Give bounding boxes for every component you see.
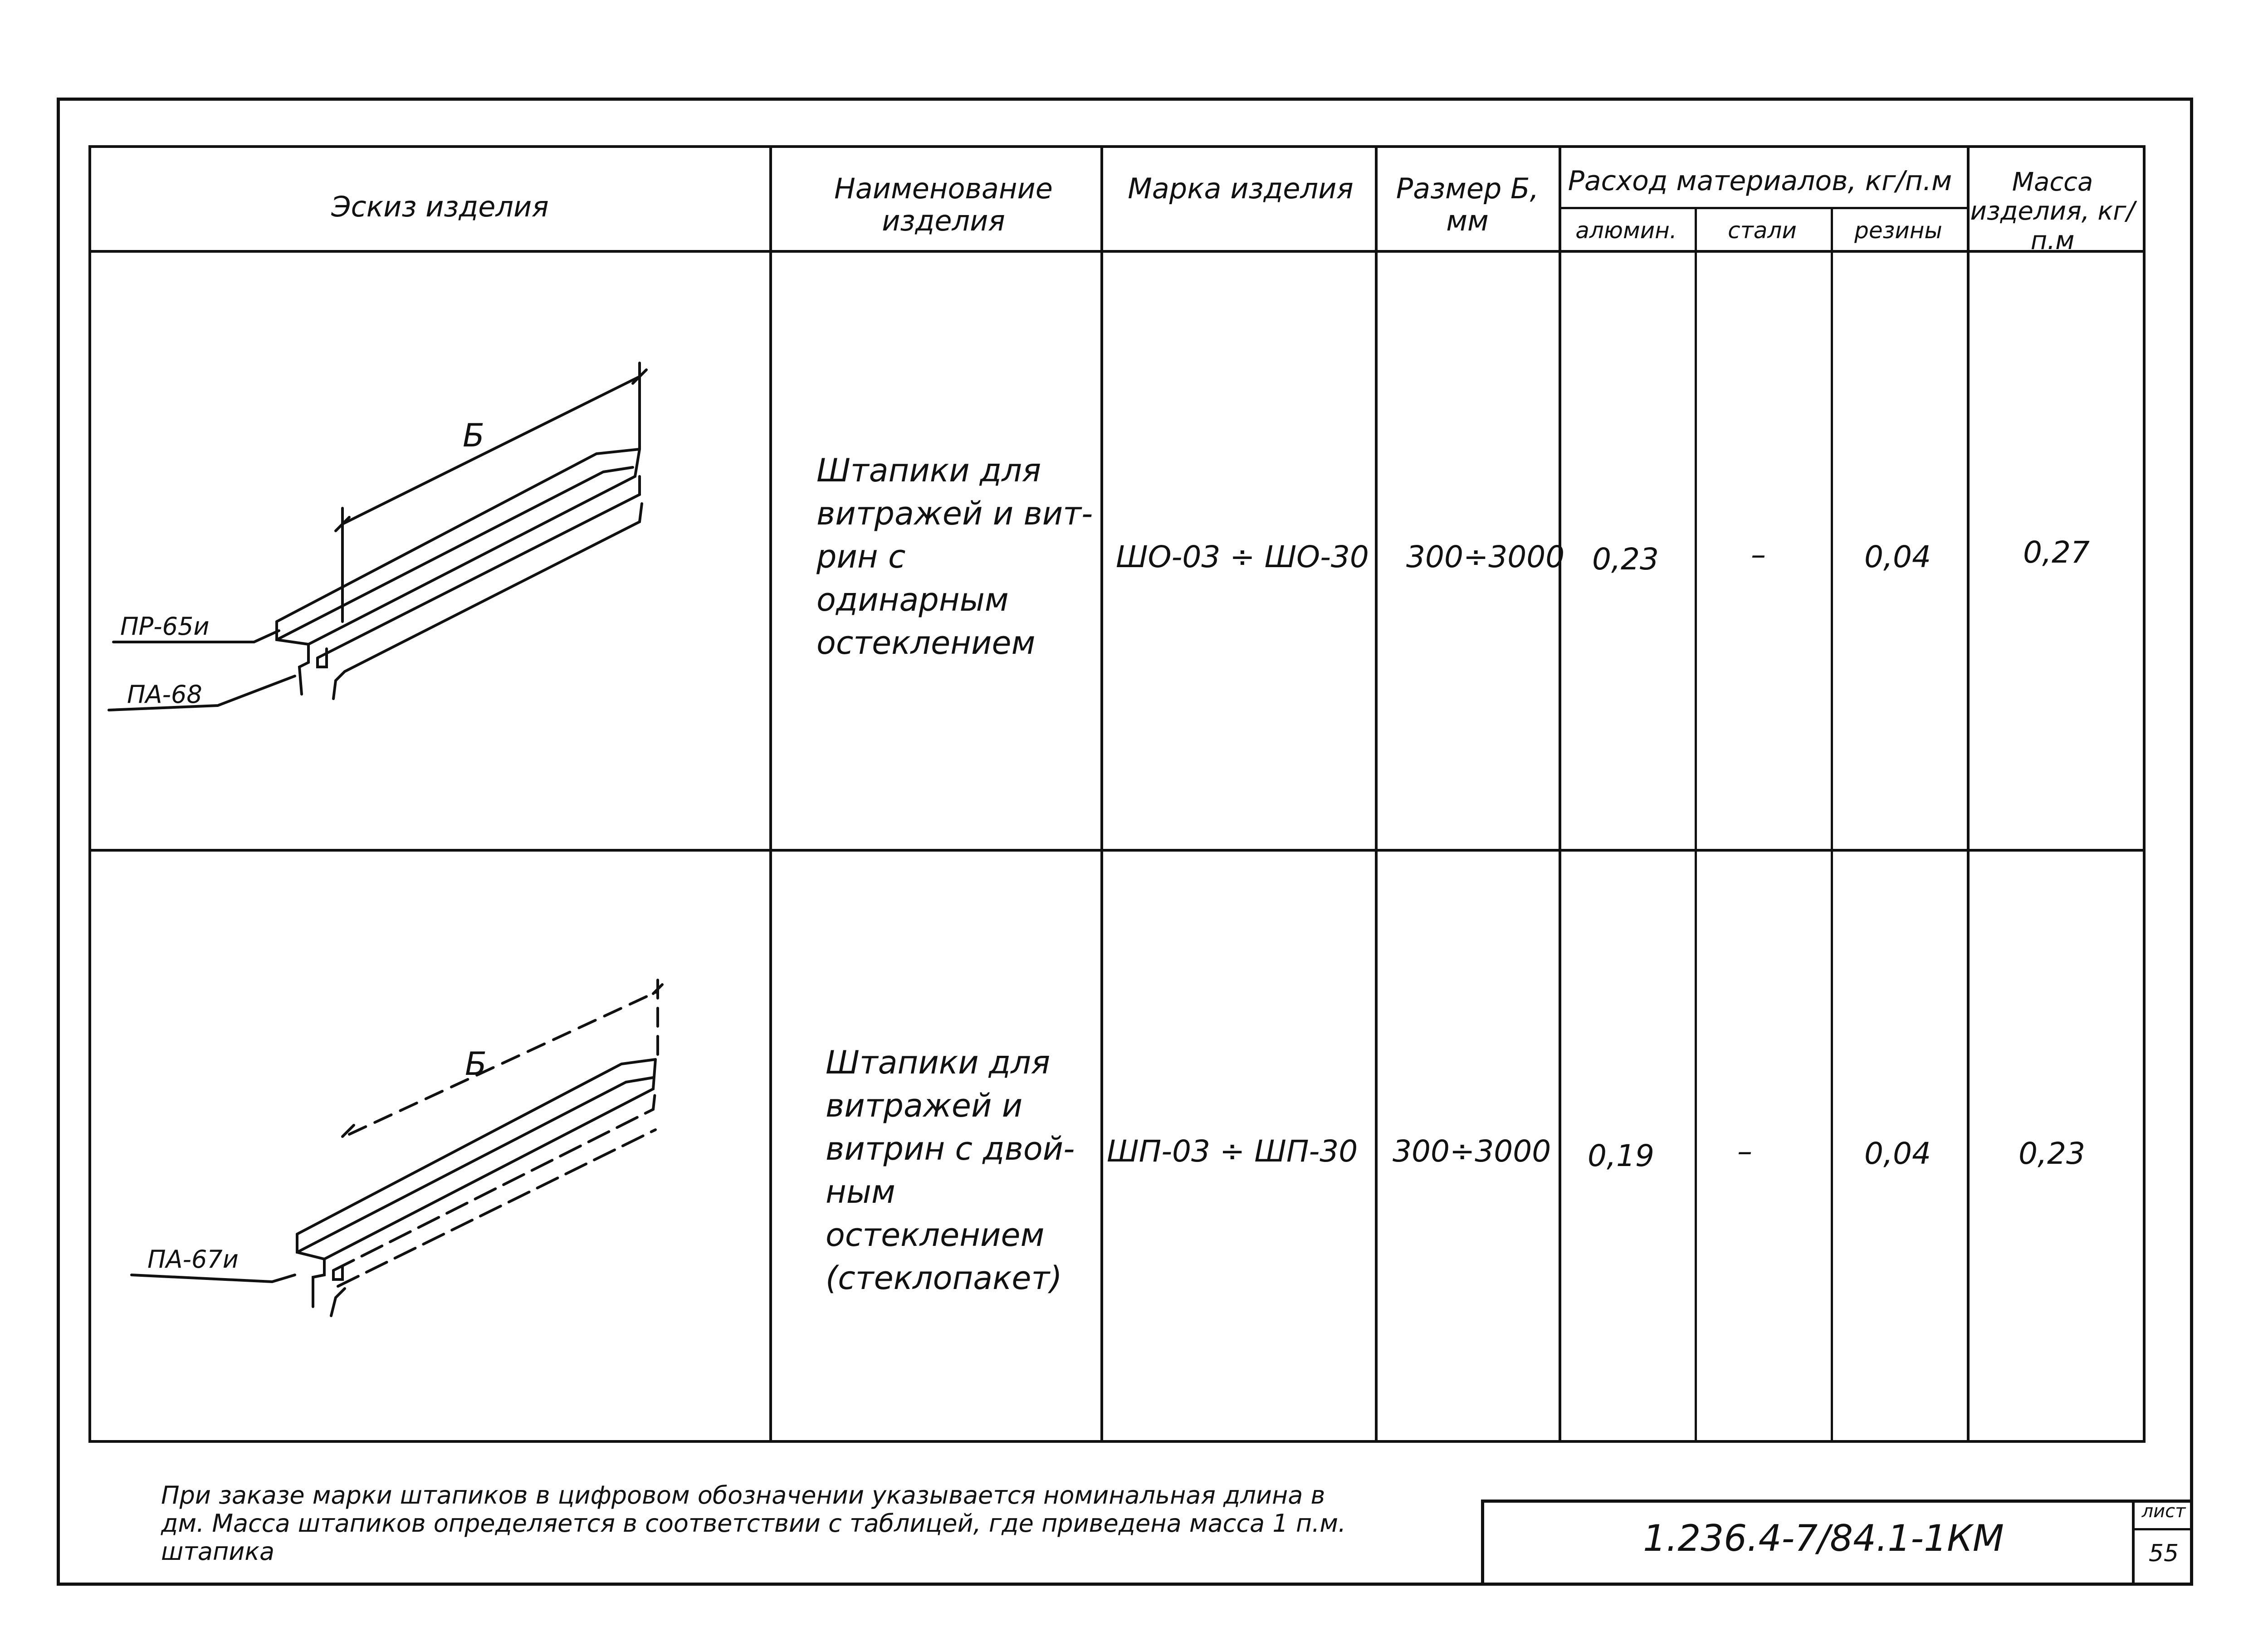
row1-size: 300÷3000 [1406, 539, 1565, 574]
header-steel: стали [1728, 217, 1797, 244]
row2-mark: ШП-03 ÷ ШП-30 [1107, 1134, 1358, 1169]
row1-callout-pr65: ПР-65и [120, 612, 210, 641]
header-size-text: Размер Б, мм [1396, 172, 1539, 238]
row1-name: Штапики для витражей и вит-рин с одинарным остеклением [816, 452, 1093, 662]
row1-mass: 0,27 [2023, 535, 2090, 570]
title-block-sheet-divider [2132, 1500, 2135, 1586]
header-name-text: Наименование изделия [834, 172, 1053, 238]
row2-callout-pa67: ПА-67и [147, 1245, 239, 1274]
row2-alum: 0,19 [1588, 1138, 1654, 1173]
row1-alum: 0,23 [1592, 542, 1659, 577]
row1-dim-label: Б [463, 417, 485, 454]
row2-dim-label: Б [465, 1045, 487, 1083]
row1-mark: ШО-03 ÷ ШО-30 [1116, 539, 1369, 574]
header-alum: алюмин. [1575, 217, 1677, 244]
row2-rubber: 0,04 [1864, 1136, 1931, 1171]
header-materials: Расход материалов, кг/п.м [1568, 165, 1952, 197]
row2-size: 300÷3000 [1393, 1134, 1551, 1169]
header-mark-text: Марка изделия [1128, 172, 1354, 205]
row1-callout-pa68: ПА-68 [127, 680, 202, 709]
document-designation: 1.236.4-7/84.1-1КМ [1643, 1517, 2004, 1559]
sheet-label: лист [2141, 1501, 2186, 1522]
header-sketch: Эскиз изделия [331, 190, 549, 223]
row2-mass: 0,23 [2019, 1136, 2085, 1171]
row1-steel: – [1751, 537, 1766, 572]
title-block-sheet-rule [2132, 1528, 2193, 1530]
row1-rubber: 0,04 [1864, 539, 1931, 574]
order-note: При заказе марки штапиков в цифровом обозначении указывается номинальная длина в дм. Масса штапиков определяется в соответствии с таблицей, где приведена масса 1 п.м. штапика [161, 1481, 1346, 1566]
row2-steel: – [1737, 1134, 1752, 1169]
row2-name: Штапики для витражей и витрин с двой-ным остеклением (стеклопакет) [826, 1044, 1075, 1297]
sheet-number: 55 [2148, 1540, 2179, 1567]
header-mass-text: Масса изделия, кг/п.м [1970, 167, 2135, 255]
header-rubber: резины [1854, 217, 1942, 244]
